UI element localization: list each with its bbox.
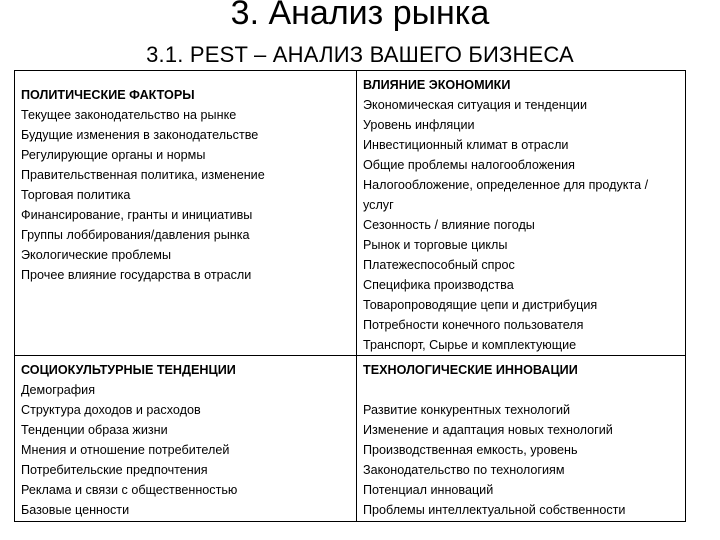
list-item: Налогообложение, определенное для продукта / услуг (363, 178, 649, 212)
list-item: Потребности конечного пользователя (363, 318, 584, 332)
list-item: Проблемы интеллектуальной собственности (363, 503, 626, 517)
list-item: Транспорт, Сырье и комплектующие (363, 338, 577, 352)
list-item: Будущие изменения в законодательстве (21, 128, 259, 142)
list-item: Правительственная политика, изменение (21, 168, 265, 182)
list-item: Товаропроводящие цепи и дистрибуция (363, 298, 598, 312)
list-item: Мнения и отношение потребителей (21, 443, 230, 457)
list-item: Финансирование, гранты и инициативы (21, 208, 253, 222)
economic-cell (357, 71, 686, 356)
list-item: Общие проблемы налогообложения (363, 158, 575, 172)
pest-table (14, 70, 686, 522)
list-item: Рынок и торговые циклы (363, 238, 508, 252)
list-item: Законодательство по технологиям (363, 463, 565, 477)
technological-cell (357, 356, 686, 522)
economic-heading: ВЛИЯНИЕ ЭКОНОМИКИ (363, 78, 511, 92)
list-item: Уровень инфляции (363, 118, 475, 132)
list-item: Изменение и адаптация новых технологий (363, 423, 613, 437)
list-item: Экологические проблемы (21, 248, 171, 262)
list-item: Потребительские предпочтения (21, 463, 208, 477)
list-item: Прочее влияние государства в отрасли (21, 268, 252, 282)
slide-title: 3. Анализ рынка (230, 0, 490, 32)
list-item: Регулирующие органы и нормы (21, 148, 206, 162)
list-item: Тенденции образа жизни (21, 423, 168, 437)
technological-heading: ТЕХНОЛОГИЧЕСКИЕ ИННОВАЦИИ (363, 363, 578, 377)
list-item: Потенциал инноваций (363, 483, 494, 497)
list-item: Платежеспособный спрос (363, 258, 515, 272)
social-list (21, 380, 350, 520)
technological-list (363, 400, 679, 520)
list-item: Производственная емкость, уровень (363, 443, 578, 457)
list-item: Текущее законодательство на рынке (21, 108, 237, 122)
political-list (21, 105, 350, 285)
list-item: Реклама и связи с общественностью (21, 483, 238, 497)
list-item: Развитие конкурентных технологий (363, 403, 571, 417)
list-item: Сезонность / влияние погоды (363, 218, 535, 232)
political-cell (15, 71, 357, 356)
list-item: Группы лоббирования/давления рынка (21, 228, 250, 242)
slide-subtitle: 3.1. PEST – АНАЛИЗ ВАШЕГО БИЗНЕСА (146, 42, 574, 67)
list-item: Экономическая ситуация и тенденции (363, 98, 588, 112)
social-heading: СОЦИОКУЛЬТУРНЫЕ ТЕНДЕНЦИИ (21, 363, 236, 377)
table-row (15, 71, 686, 356)
economic-list (363, 95, 679, 355)
social-cell (15, 356, 357, 522)
list-item: Базовые ценности (21, 503, 130, 517)
list-item: Демография (21, 383, 96, 397)
list-item: Торговая политика (21, 188, 131, 202)
list-item: Инвестиционный климат в отрасли (363, 138, 569, 152)
list-item: Структура доходов и расходов (21, 403, 201, 417)
political-heading: ПОЛИТИЧЕСКИЕ ФАКТОРЫ (21, 88, 195, 102)
list-item: Специфика производства (363, 278, 514, 292)
table-row (15, 356, 686, 522)
